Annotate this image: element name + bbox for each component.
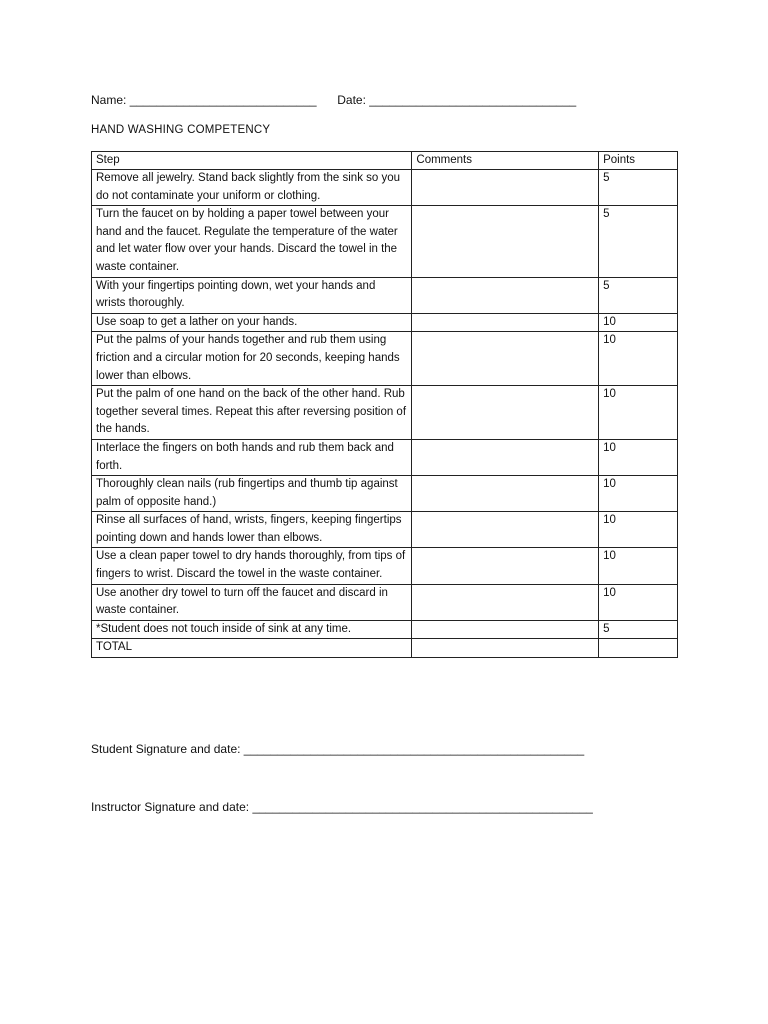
table-header-row	[92, 152, 678, 170]
points-cell: 10	[599, 386, 678, 440]
table-row	[92, 620, 678, 639]
student-signature-label: Student Signature and date:	[91, 742, 241, 756]
instructor-signature-label: Instructor Signature and date:	[91, 800, 250, 814]
comments-cell[interactable]	[412, 620, 599, 639]
step-cell: Put the palms of your hands together and rub them using friction and a circular motion for 20 seconds, keeping hands lower than elbows.	[92, 332, 412, 386]
competency-table	[91, 151, 678, 658]
comments-cell[interactable]	[412, 170, 599, 206]
date-blank-field[interactable]: _______________________________	[369, 93, 577, 107]
instructor-signature-line	[91, 800, 593, 814]
table-row	[92, 439, 678, 475]
comments-cell[interactable]	[412, 584, 599, 620]
total-row	[92, 639, 678, 658]
name-blank-field[interactable]: ____________________________	[129, 93, 317, 107]
step-cell: *Student does not touch inside of sink at any time.	[92, 620, 412, 639]
points-cell: 5	[599, 206, 678, 277]
step-cell: Use another dry towel to turn off the faucet and discard in waste container.	[92, 584, 412, 620]
points-cell: 10	[599, 439, 678, 475]
step-cell: Use soap to get a lather on your hands.	[92, 313, 412, 332]
points-cell: 10	[599, 512, 678, 548]
document-title: HAND WASHING COMPETENCY	[91, 124, 271, 136]
table-row	[92, 584, 678, 620]
comments-cell[interactable]	[412, 332, 599, 386]
step-cell: Turn the faucet on by holding a paper towel between your hand and the faucet. Regulate the temperature of the water and let water flow over your hands. Discard the towel in the waste container.	[92, 206, 412, 277]
points-cell: 10	[599, 584, 678, 620]
comments-cell[interactable]	[412, 277, 599, 313]
table-row	[92, 206, 678, 277]
step-cell: Interlace the fingers on both hands and rub them back and forth.	[92, 439, 412, 475]
points-cell: 10	[599, 548, 678, 584]
table-row	[92, 170, 678, 206]
column-header-points: Points	[599, 152, 678, 170]
points-cell: 5	[599, 620, 678, 639]
instructor-signature-blank[interactable]: ___________________________________________________	[252, 800, 593, 814]
step-cell: Thoroughly clean nails (rub fingertips and thumb tip against palm of opposite hand.)	[92, 476, 412, 512]
name-label: Name:	[91, 93, 127, 107]
header-line	[91, 93, 576, 107]
table-row	[92, 386, 678, 440]
column-header-comments: Comments	[412, 152, 599, 170]
table-row	[92, 512, 678, 548]
total-points-cell[interactable]	[599, 639, 678, 658]
points-cell: 5	[599, 277, 678, 313]
comments-cell[interactable]	[412, 439, 599, 475]
comments-cell[interactable]	[412, 206, 599, 277]
table-row	[92, 313, 678, 332]
comments-cell[interactable]	[412, 512, 599, 548]
points-cell: 10	[599, 476, 678, 512]
table-row	[92, 476, 678, 512]
student-signature-blank[interactable]: ___________________________________________________	[243, 742, 585, 756]
points-cell: 10	[599, 332, 678, 386]
date-label: Date:	[337, 93, 366, 107]
column-header-step: Step	[92, 152, 412, 170]
step-cell: With your fingertips pointing down, wet your hands and wrists thoroughly.	[92, 277, 412, 313]
table-row	[92, 332, 678, 386]
student-signature-line	[91, 742, 584, 756]
points-cell: 10	[599, 313, 678, 332]
total-comments-cell[interactable]	[412, 639, 599, 658]
comments-cell[interactable]	[412, 313, 599, 332]
step-cell: Rinse all surfaces of hand, wrists, fingers, keeping fingertips pointing down and hands lower than elbows.	[92, 512, 412, 548]
comments-cell[interactable]	[412, 548, 599, 584]
comments-cell[interactable]	[412, 476, 599, 512]
step-cell: Remove all jewelry. Stand back slightly from the sink so you do not contaminate your uniform or clothing.	[92, 170, 412, 206]
table-row	[92, 548, 678, 584]
points-cell: 5	[599, 170, 678, 206]
total-label-cell: TOTAL	[92, 639, 412, 658]
step-cell: Use a clean paper towel to dry hands thoroughly, from tips of fingers to wrist. Discard the towel in the waste container.	[92, 548, 412, 584]
table-row	[92, 277, 678, 313]
comments-cell[interactable]	[412, 386, 599, 440]
step-cell: Put the palm of one hand on the back of the other hand. Rub together several times. Repeat this after reversing position of the hands.	[92, 386, 412, 440]
